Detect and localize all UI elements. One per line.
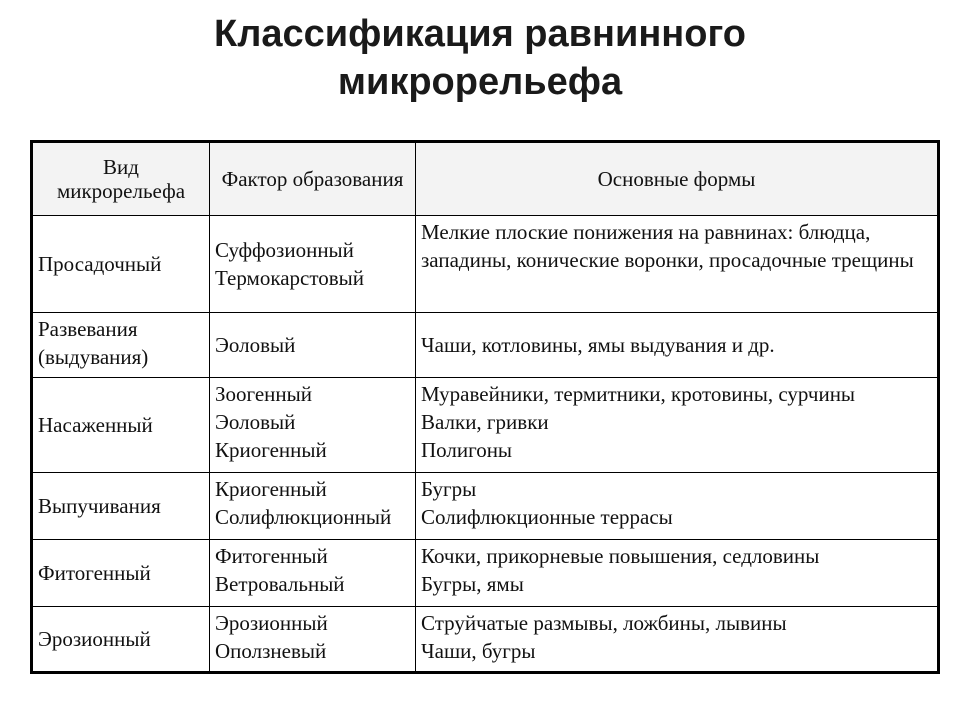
header-text: Основные формы (597, 167, 756, 191)
cell-text: Струйчатые размывы, ложбины, лывины (421, 611, 787, 635)
header-formation-factor (210, 143, 416, 216)
header-text: Вид (103, 155, 139, 179)
cell-text: Эоловый (215, 410, 296, 434)
table-row (33, 216, 938, 313)
cell-text: Эрозионный (215, 611, 328, 635)
cell-kind (33, 378, 210, 473)
cell-kind (33, 313, 210, 378)
cell-text: Полигоны (421, 438, 513, 462)
table-row (33, 378, 938, 473)
cell-text: Чаши, бугры (421, 639, 536, 663)
cell-text: Солифлюкционные террасы (421, 505, 673, 529)
cell-text: Зоогенный (215, 382, 313, 406)
cell-text: Муравейники, термитники, кротовины, сурчины (421, 382, 856, 406)
cell-text: Суффозионный (215, 238, 354, 262)
cell-text: Мелкие плоские понижения на равнинах: блюдца, западины, конические воронки, просадочные трещины (421, 220, 914, 272)
cell-text: Солифлюкционный (215, 505, 392, 529)
cell-forms (416, 313, 938, 378)
cell-forms (416, 540, 938, 607)
slide-title (0, 10, 960, 106)
header-text: микрорельефа (56, 179, 186, 203)
cell-text: Эрозионный (38, 627, 151, 651)
cell-factor (210, 473, 416, 540)
header-microrelief-type (33, 143, 210, 216)
cell-kind (33, 216, 210, 313)
slide-title-line-2: микрорельефа (337, 61, 623, 103)
cell-factor (210, 607, 416, 672)
cell-factor (210, 540, 416, 607)
table-row (33, 540, 938, 607)
cell-factor (210, 216, 416, 313)
cell-kind (33, 473, 210, 540)
cell-forms (416, 378, 938, 473)
cell-factor (210, 313, 416, 378)
cell-text: Оползневый (215, 639, 327, 663)
table-header-row (33, 143, 938, 216)
cell-text: Фитогенный (38, 561, 151, 585)
cell-kind (33, 540, 210, 607)
cell-factor (210, 378, 416, 473)
cell-text: Термокарстовый (215, 266, 365, 290)
classification-table-container (30, 140, 940, 674)
slide-title-line-1: Классификация равнинного (214, 13, 746, 55)
cell-text: Чаши, котловины, ямы выдувания и др. (421, 333, 775, 357)
cell-text: Кочки, прикорневые повышения, седловины (421, 544, 820, 568)
cell-text: Насаженный (38, 413, 153, 437)
cell-text: Развевания (38, 317, 138, 341)
table-row (33, 313, 938, 378)
cell-kind (33, 607, 210, 672)
cell-text: Бугры, ямы (421, 572, 524, 596)
classification-table (32, 142, 938, 672)
cell-text: (выдувания) (38, 345, 149, 369)
cell-text: Бугры (421, 477, 477, 501)
cell-text: Криогенный (215, 438, 327, 462)
cell-forms (416, 216, 938, 313)
header-text: образования (292, 167, 404, 191)
cell-text: Криогенный (215, 477, 327, 501)
header-text: Фактор (221, 167, 288, 191)
cell-text: Эоловый (215, 333, 296, 357)
cell-text: Просадочный (38, 252, 162, 276)
cell-text: Фитогенный (215, 544, 328, 568)
table-row (33, 607, 938, 672)
cell-forms (416, 607, 938, 672)
cell-text: Ветровальный (215, 572, 345, 596)
table-row (33, 473, 938, 540)
cell-forms (416, 473, 938, 540)
cell-text: Валки, гривки (421, 410, 549, 434)
cell-text: Выпучивания (38, 494, 161, 518)
header-main-forms (416, 143, 938, 216)
